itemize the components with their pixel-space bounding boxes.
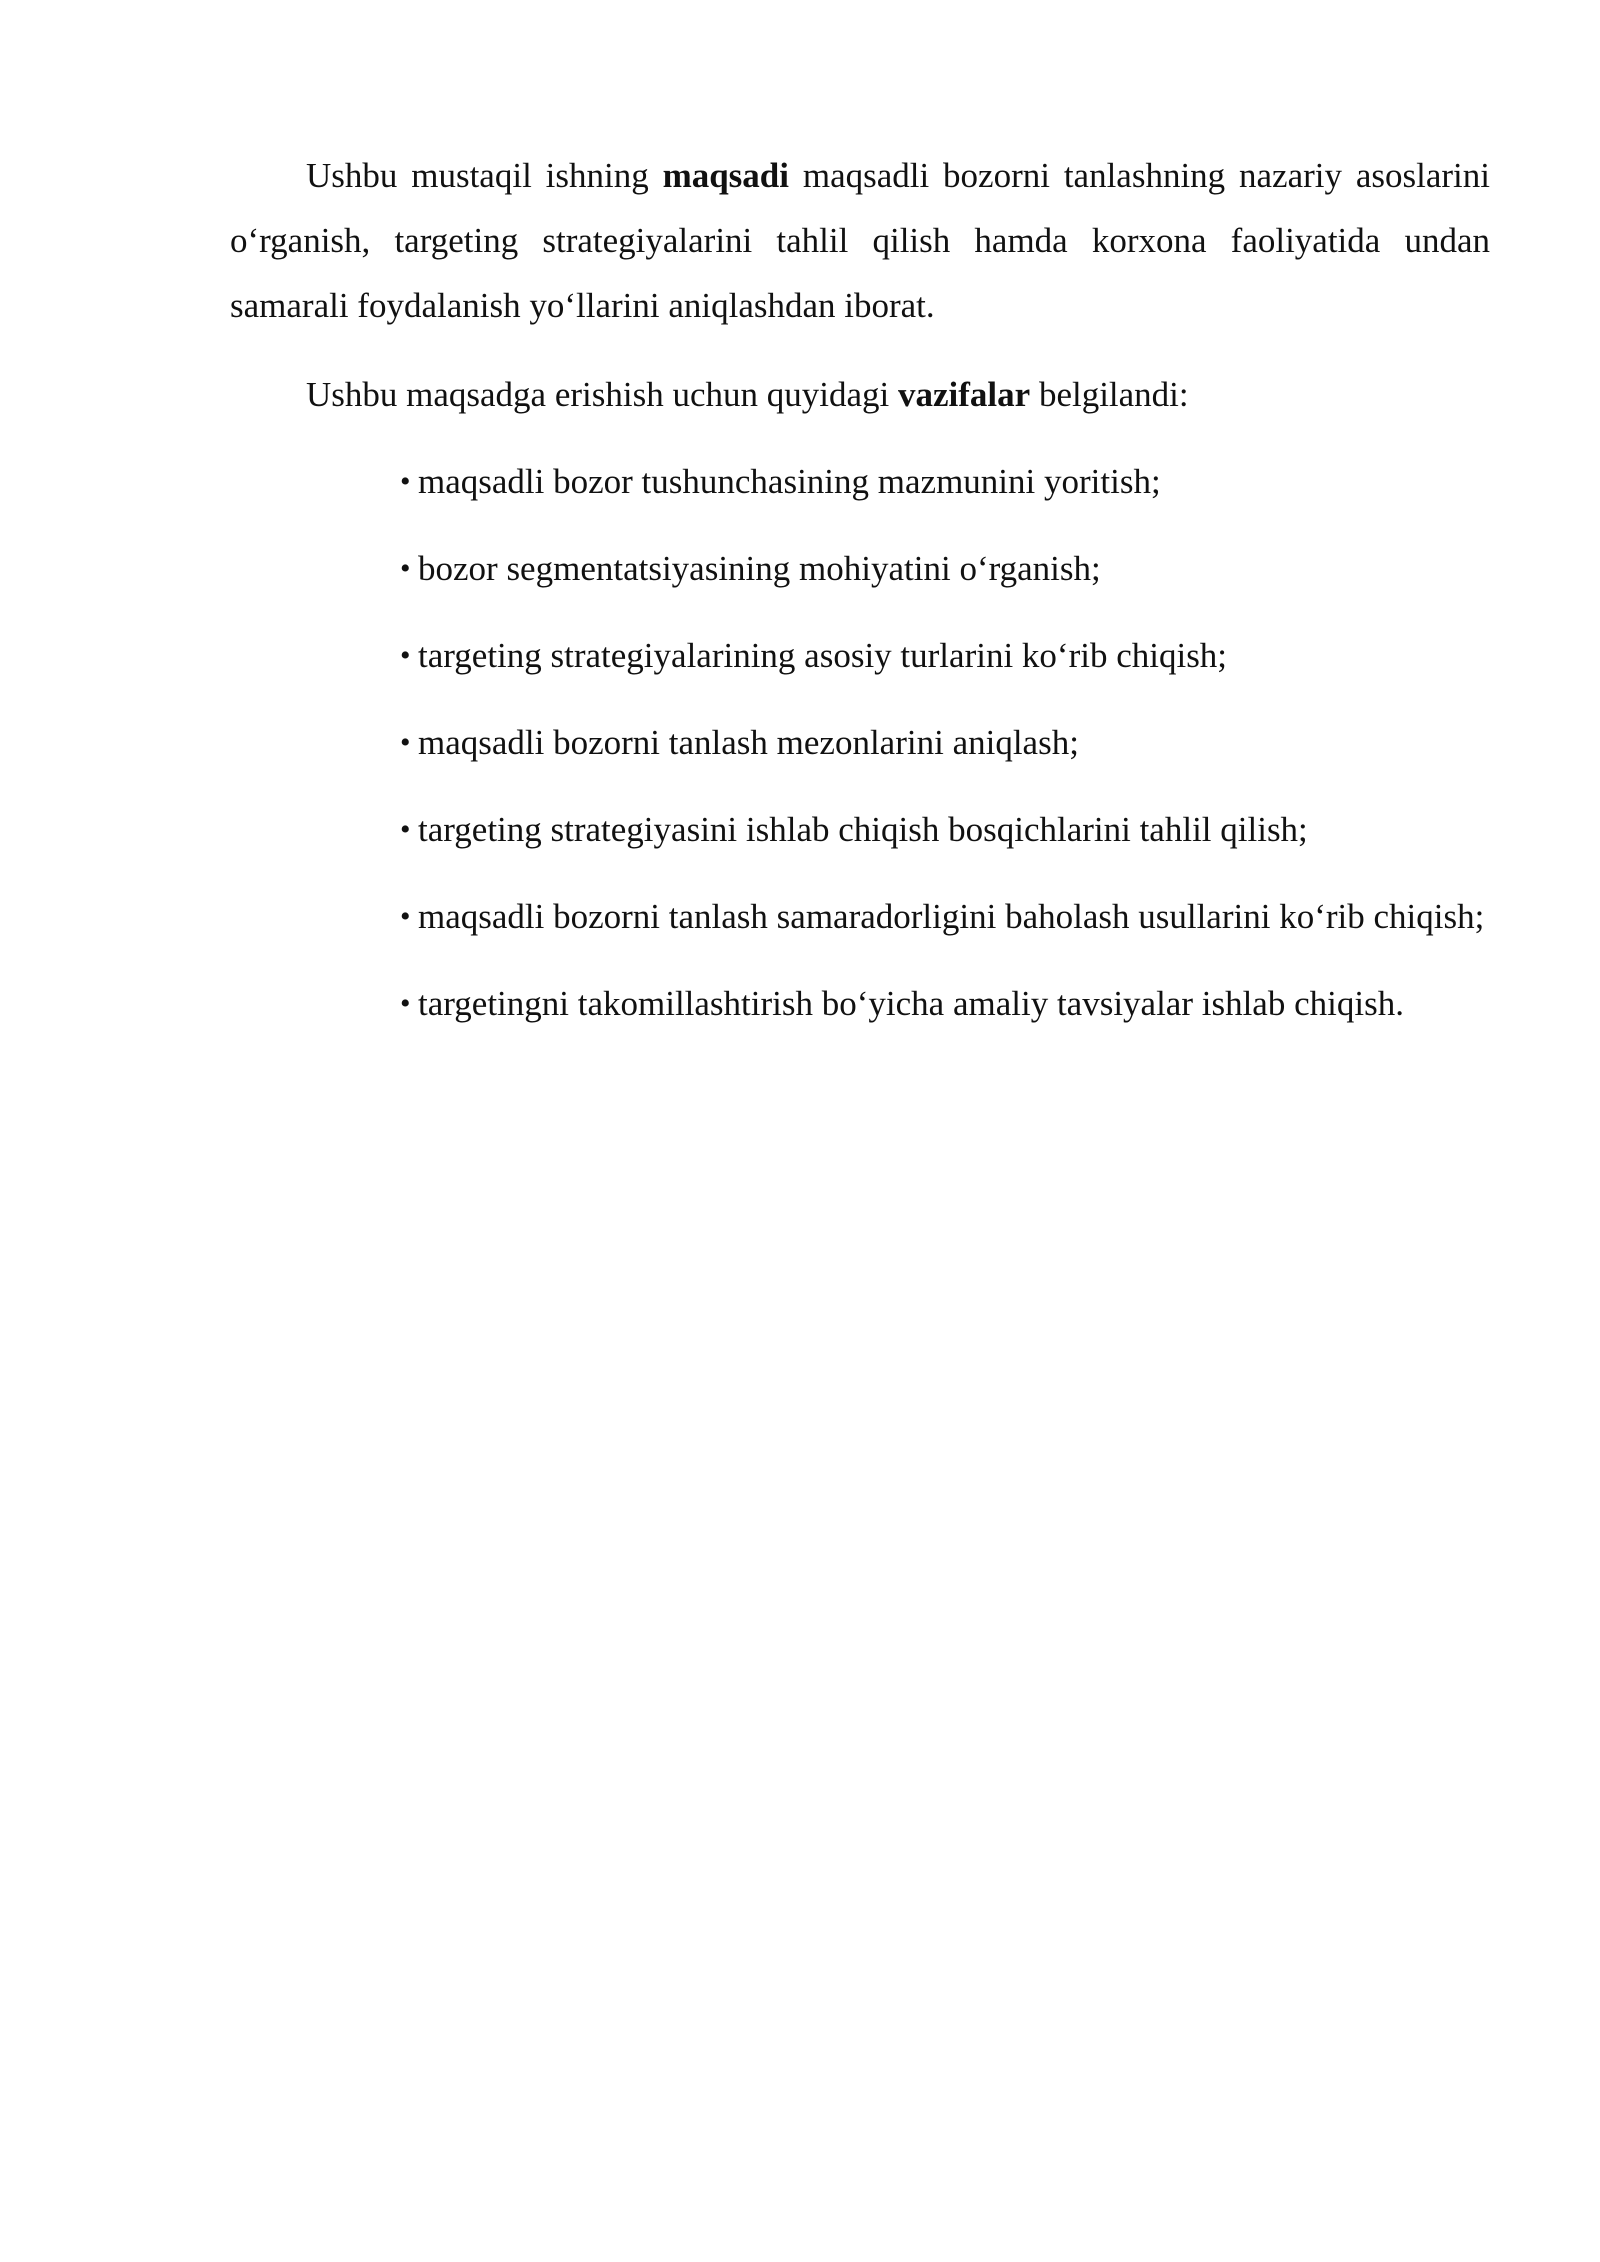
list-item-text: maqsadli bozor tushunchasining mazmunini yoritish; <box>418 462 1161 501</box>
list-item <box>230 536 1490 601</box>
bullet-icon: • <box>400 813 411 846</box>
bullet-icon: • <box>400 465 411 498</box>
tasks-intro-text-continued: belgilandi: <box>1030 375 1189 414</box>
bullet-icon: • <box>400 552 411 585</box>
list-item <box>230 449 1490 514</box>
list-item <box>230 623 1490 688</box>
task-list <box>230 449 1490 1058</box>
list-item <box>230 971 1490 1036</box>
bullet-icon: • <box>400 726 411 759</box>
list-item <box>230 884 1490 949</box>
list-item-text: maqsadli bozorni tanlash mezonlarini aniqlash; <box>418 723 1079 762</box>
intro-bold-term: maqsadi <box>662 156 789 195</box>
bullet-icon: • <box>400 900 411 933</box>
bullet-icon: • <box>400 987 411 1020</box>
list-item <box>230 797 1490 862</box>
list-item-text: maqsadli bozorni tanlash samaradorligini baholash usullarini ko‘rib chiqish; <box>418 897 1485 936</box>
intro-text-continued: maqsadli bozorni tanlashning nazariy asoslarini o‘rganish, targeting strategiyalarini tahlil qilish hamda korxona faoliyatida undan samarali foydalanish yo‘llarini aniqlashdan iborat. <box>230 156 1490 325</box>
bullet-icon: • <box>400 639 411 672</box>
list-item-text: targeting strategiyasini ishlab chiqish bosqichlarini tahlil qilish; <box>418 810 1308 849</box>
intro-paragraph <box>230 143 1490 338</box>
tasks-intro-paragraph <box>230 362 1490 427</box>
list-item-text: bozor segmentatsiyasining mohiyatini o‘rganish; <box>418 549 1101 588</box>
intro-text: Ushbu mustaqil ishning <box>306 156 663 195</box>
list-item <box>230 710 1490 775</box>
list-item-text: targetingni takomillashtirish bo‘yicha amaliy tavsiyalar ishlab chiqish. <box>418 984 1404 1023</box>
tasks-intro-text: Ushbu maqsadga erishish uchun quyidagi <box>306 375 898 414</box>
list-item-text: targeting strategiyalarining asosiy turlarini ko‘rib chiqish; <box>418 636 1228 675</box>
tasks-bold-term: vazifalar <box>898 375 1031 414</box>
